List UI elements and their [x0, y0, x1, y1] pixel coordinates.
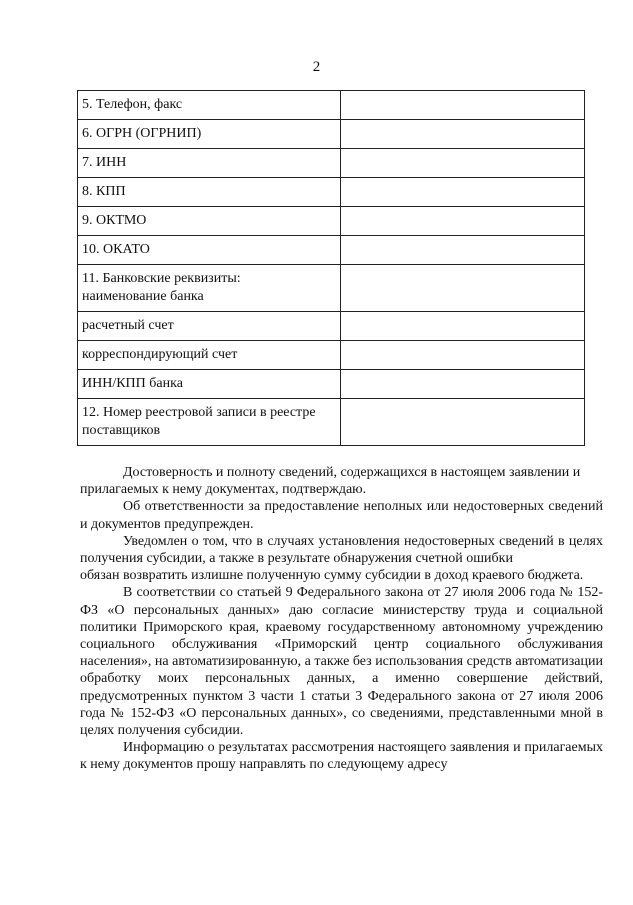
- row-label: ИНН/КПП банка: [78, 370, 341, 399]
- declaration-text: [80, 464, 603, 774]
- table-row: [78, 265, 585, 312]
- requisites-table: [77, 90, 585, 446]
- table-row: [78, 120, 585, 149]
- paragraph: прилагаемых к нему документах, подтверждаю.: [80, 482, 367, 498]
- row-label: 8. КПП: [78, 178, 341, 207]
- row-label: 7. ИНН: [78, 149, 341, 178]
- row-value-cell[interactable]: [341, 312, 585, 341]
- paragraph: Об ответственности за предоставление неполных или недостоверных сведений и документов предупрежден.: [80, 499, 603, 532]
- row-label: 10. ОКАТО: [78, 236, 341, 265]
- table-row: [78, 178, 585, 207]
- row-label: 6. ОГРН (ОГРНИП): [78, 120, 341, 149]
- row-value-cell[interactable]: [341, 399, 585, 446]
- paragraph: Уведомлен о том, что в случаях установления недостоверных сведений в целях получения субсидии, а также в результате обнаружения счетной ошибки: [80, 533, 603, 567]
- page-number: 2: [312, 59, 321, 75]
- paragraph: Достоверность и полноту сведений, содержащихся в настоящем заявлении и: [123, 465, 581, 480]
- table-row: [78, 149, 585, 178]
- table-row: [78, 91, 585, 120]
- row-label: 9. ОКТМО: [78, 207, 341, 236]
- row-value-cell[interactable]: [341, 207, 585, 236]
- row-value-cell[interactable]: [341, 236, 585, 265]
- row-value-cell[interactable]: [341, 91, 585, 120]
- row-value-cell[interactable]: [341, 370, 585, 399]
- table-row: [78, 341, 585, 370]
- row-value-cell[interactable]: [341, 341, 585, 370]
- table-row: [78, 370, 585, 399]
- row-value-cell[interactable]: [341, 178, 585, 207]
- row-value-cell[interactable]: [341, 265, 585, 312]
- row-label: расчетный счет: [78, 312, 341, 341]
- row-value-cell[interactable]: [341, 149, 585, 178]
- table-row: [78, 399, 585, 446]
- paragraph: В соответствии со статьей 9 Федерального закона от 27 июля 2006 года № 152-ФЗ «О персональных данных» даю согласие министерству труда и социальной политики Приморского края, краевому государственному автономному учреждению социального обслуживания «Приморский центр социального обслуживания населения», на автоматизированную, а также без использования средств автоматизации обработку моих персональных данных, а именно совершение действий, предусмотренных пунктом 3 части 1 статьи 3 Федерального закона от 27 июля 2006 года № 152-ФЗ «О персональных данных», со сведениями, представленными мной в целях получения субсидии.: [80, 585, 603, 739]
- table-row: [78, 207, 585, 236]
- paragraph: Информацию о результатах рассмотрения настоящего заявления и прилагаемых к нему документов прошу направлять по следующему адресу: [80, 740, 603, 773]
- row-label: 5. Телефон, факс: [78, 91, 341, 120]
- row-label: 11. Банковские реквизиты: наименование банка: [78, 265, 341, 312]
- row-value-cell[interactable]: [341, 120, 585, 149]
- table-row: [78, 312, 585, 341]
- paragraph: обязан возвратить излишне полученную сумму субсидии в доход краевого бюджета.: [80, 568, 584, 584]
- row-label: 12. Номер реестровой записи в реестре поставщиков: [78, 399, 341, 446]
- row-label: корреспондирующий счет: [78, 341, 341, 370]
- table-row: [78, 236, 585, 265]
